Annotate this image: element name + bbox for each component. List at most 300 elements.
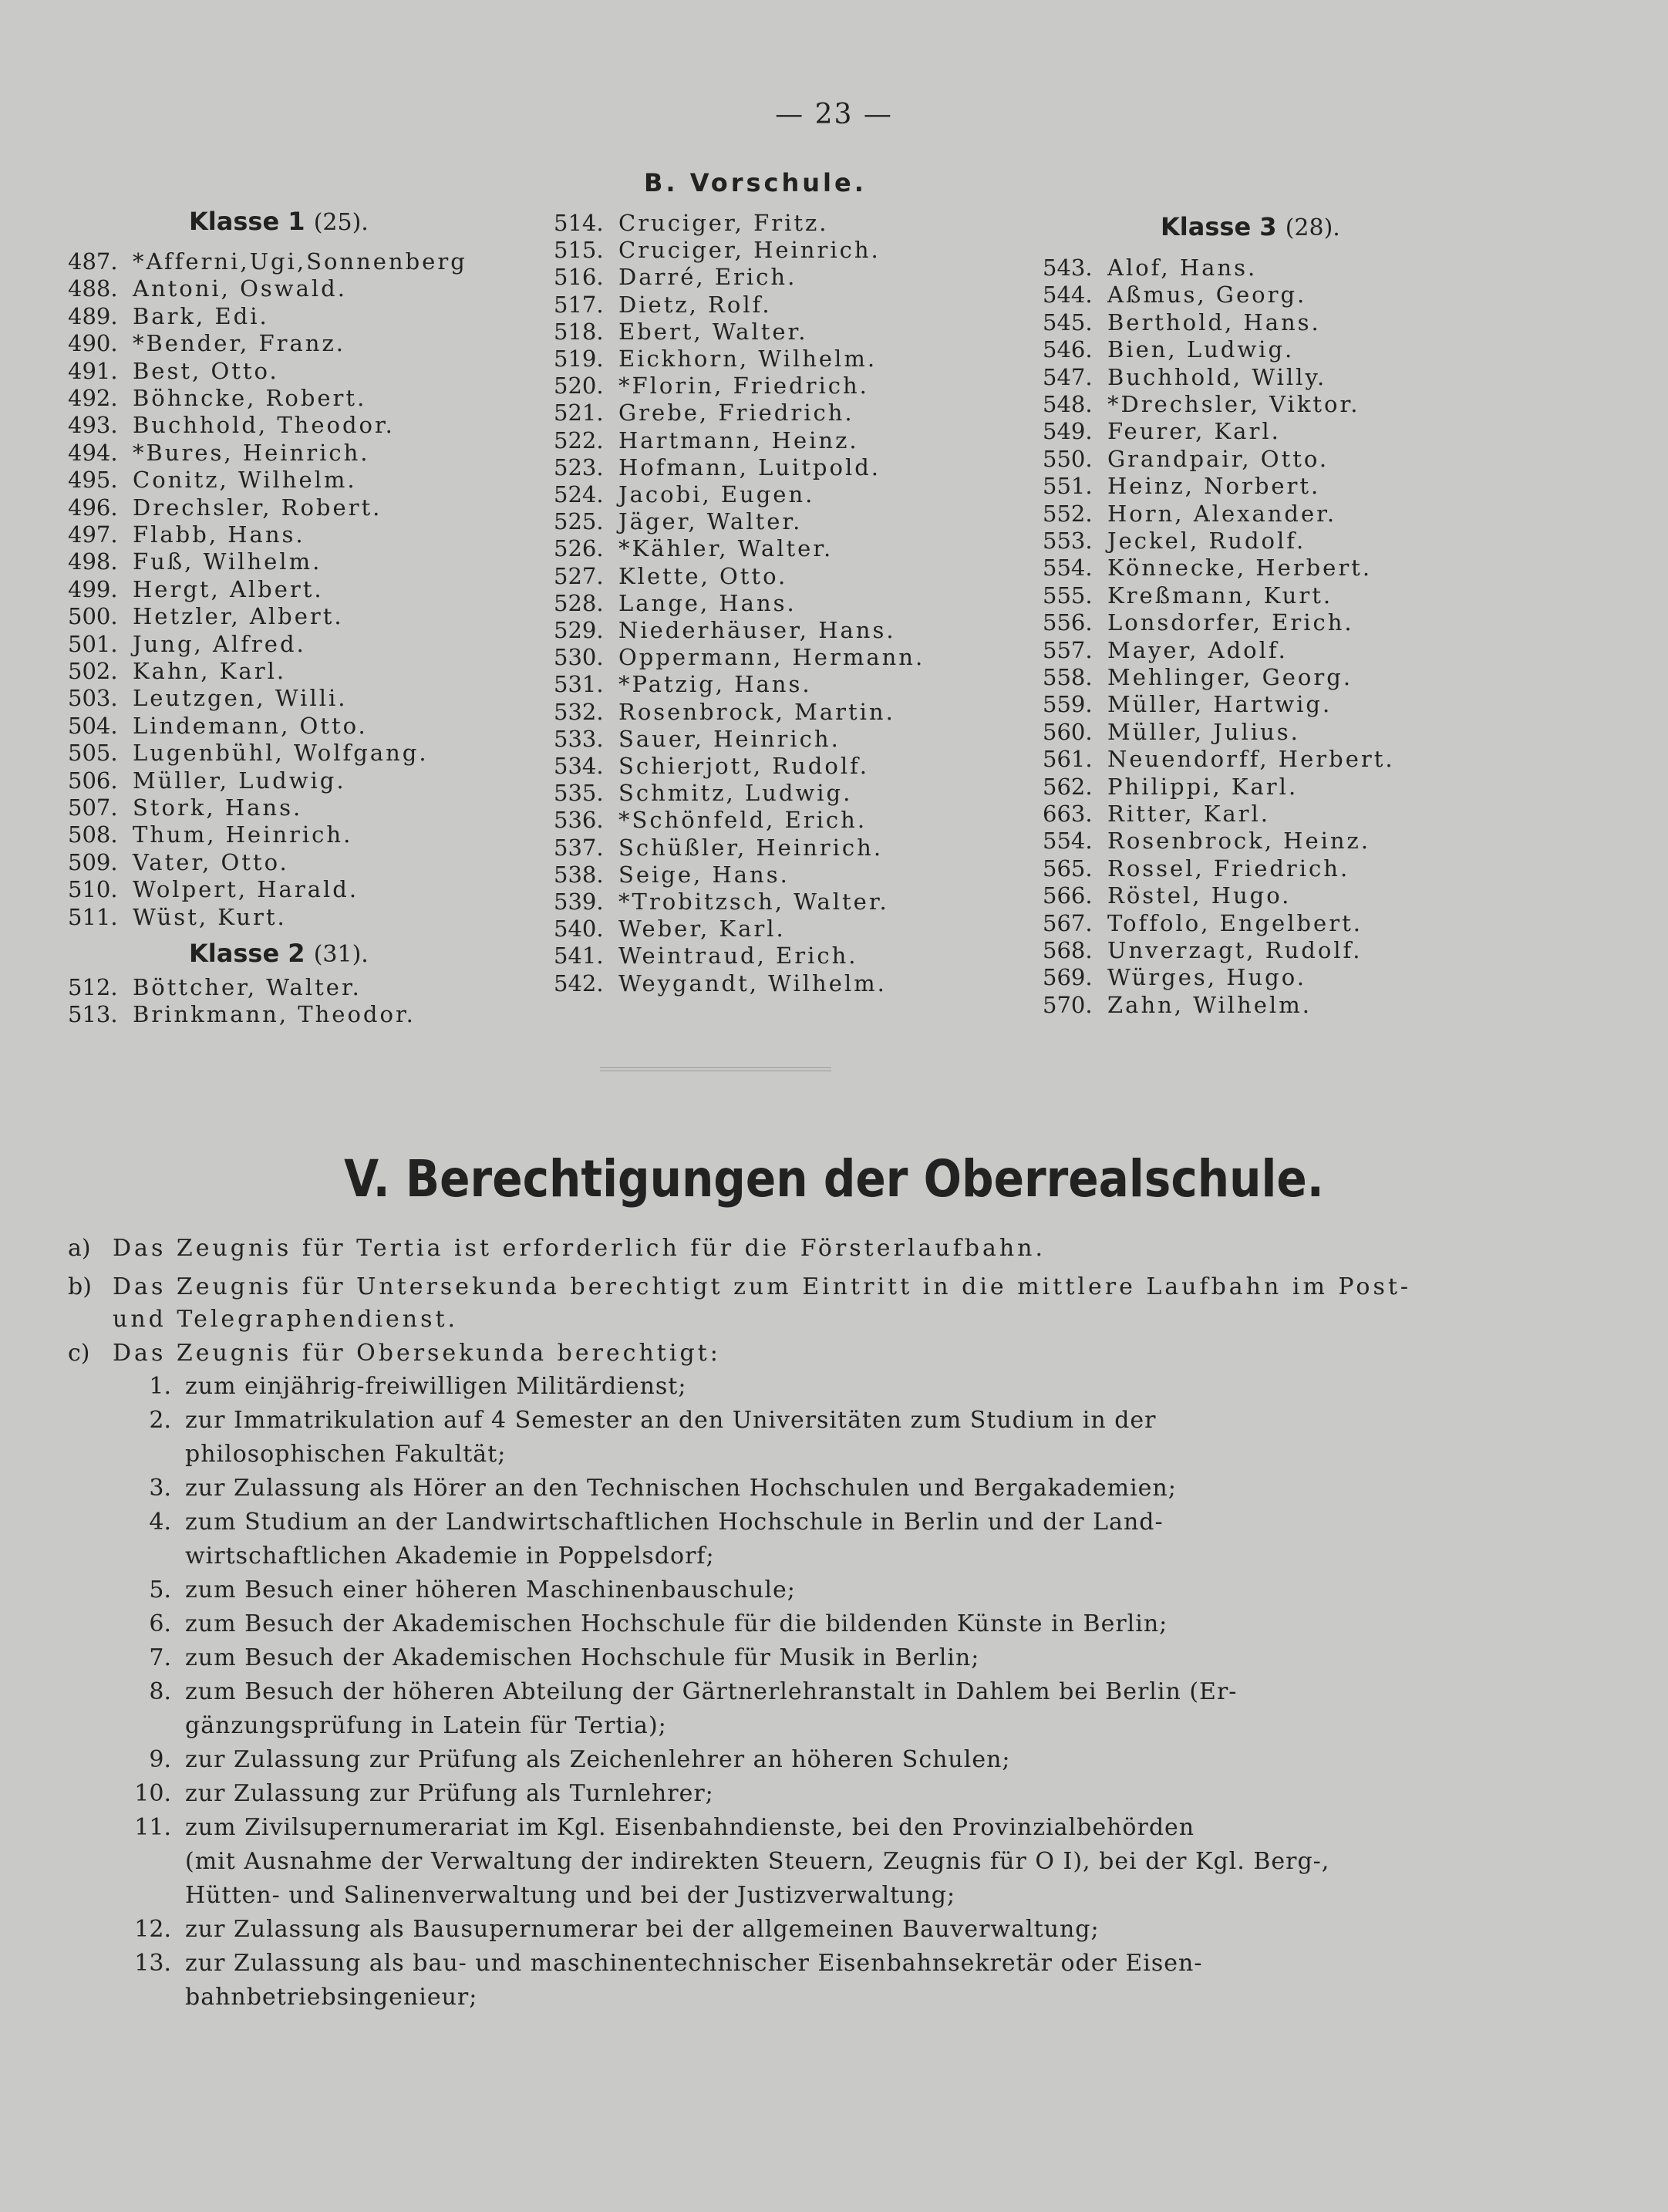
entry-number: 512. bbox=[68, 974, 118, 1000]
entry-number: 553. bbox=[1043, 528, 1093, 554]
entry-name: Mehlinger, Georg. bbox=[1107, 664, 1353, 690]
entry-number: 538. bbox=[554, 861, 604, 888]
item-line: wirtschaftlichen Akademie in Poppelsdorf; bbox=[185, 1543, 715, 1570]
item-number: 2. bbox=[149, 1407, 171, 1434]
entry-number: 537. bbox=[554, 834, 604, 861]
berechtigung-item bbox=[149, 1573, 1457, 1607]
entry-number: 501. bbox=[68, 630, 118, 657]
list-item bbox=[554, 264, 797, 291]
entry-name: Alof, Hans. bbox=[1107, 255, 1258, 281]
entry-number: 541. bbox=[554, 942, 604, 969]
section-divider bbox=[600, 1067, 831, 1071]
list-item bbox=[68, 904, 287, 931]
berechtigung-item bbox=[134, 1811, 1457, 1913]
entry-name: *Bender, Franz. bbox=[133, 330, 345, 357]
list-item bbox=[68, 740, 429, 767]
entry-number: 548. bbox=[1043, 391, 1093, 417]
list-item bbox=[554, 644, 925, 671]
entry-number: 489. bbox=[68, 302, 118, 329]
list-item bbox=[1043, 664, 1353, 691]
entry-number: 568. bbox=[1043, 937, 1093, 963]
list-item bbox=[554, 210, 829, 237]
berechtigung-item bbox=[149, 1607, 1457, 1641]
entry-name: Böttcher, Walter. bbox=[133, 974, 362, 1000]
list-item bbox=[68, 603, 344, 630]
list-item bbox=[68, 685, 348, 712]
list-item bbox=[68, 330, 345, 357]
list-item bbox=[68, 794, 302, 821]
item-line: zum Besuch der Akademischen Hochschule für die bildenden Künste in Berlin; bbox=[185, 1610, 1168, 1637]
list-item bbox=[1043, 391, 1360, 418]
entry-number: 513. bbox=[68, 1001, 118, 1028]
item-line: zum Besuch der Akademischen Hochschule für Musik in Berlin; bbox=[185, 1644, 980, 1671]
list-item bbox=[554, 617, 896, 644]
list-item bbox=[554, 481, 814, 508]
item-number: 8. bbox=[149, 1678, 171, 1705]
item-number: 9. bbox=[149, 1746, 171, 1773]
list-item bbox=[68, 576, 324, 603]
entry-name: Schierjott, Rudolf. bbox=[618, 753, 870, 779]
entry-number: 544. bbox=[1043, 282, 1093, 309]
entry-name: Müller, Hartwig. bbox=[1107, 691, 1333, 718]
entry-name: Hergt, Albert. bbox=[133, 575, 324, 602]
item-line: zur Zulassung als bau- und maschinentechnischer Eisenbahnsekretär oder Eisen- bbox=[185, 1950, 1203, 1977]
item-line: philosophischen Fakultät; bbox=[185, 1441, 507, 1468]
list-item bbox=[554, 237, 881, 264]
entry-number: 491. bbox=[68, 357, 118, 384]
item-line: zum Zivilsupernumerariat im Kgl. Eisenbahndienste, bei den Provinzialbehörden bbox=[185, 1814, 1195, 1841]
list-item bbox=[1043, 364, 1326, 391]
berechtigung-item bbox=[149, 1472, 1457, 1506]
entry-name: Wolpert, Harald. bbox=[133, 876, 359, 903]
item-line: Hütten- und Salinenverwaltung und bei der Justizverwaltung; bbox=[185, 1882, 956, 1909]
list-item bbox=[554, 319, 807, 346]
list-item bbox=[554, 292, 772, 319]
list-item bbox=[554, 807, 867, 834]
entry-name: Berthold, Hans. bbox=[1107, 309, 1321, 336]
list-item bbox=[554, 753, 869, 780]
entry-number: 507. bbox=[68, 794, 118, 821]
entry-name: Brinkmann, Theodor. bbox=[133, 1001, 416, 1028]
list-item bbox=[554, 535, 833, 562]
entry-name: Bark, Edi. bbox=[133, 302, 269, 329]
list-item bbox=[1043, 609, 1354, 636]
entry-name: Leutzgen, Willi. bbox=[133, 685, 348, 712]
item-line: zum einjährig-freiwilligen Militärdienst; bbox=[185, 1373, 687, 1400]
entry-name: Ebert, Walter. bbox=[618, 318, 808, 345]
list-item bbox=[1043, 282, 1306, 309]
paragraph-c-text: Das Zeugnis für Obersekunda berechtigt: bbox=[113, 1340, 721, 1367]
entry-name: Lonsdorfer, Erich. bbox=[1107, 609, 1354, 636]
list-item bbox=[68, 248, 467, 275]
list-item bbox=[1043, 910, 1363, 937]
entry-name: Cruciger, Fritz. bbox=[618, 210, 829, 236]
entry-name: *Kähler, Walter. bbox=[618, 535, 834, 562]
entry-name: *Florin, Friedrich. bbox=[618, 373, 869, 400]
entry-number: 495. bbox=[68, 467, 118, 494]
item-number: 4. bbox=[149, 1509, 171, 1536]
entry-name: Conitz, Wilhelm. bbox=[133, 467, 357, 494]
item-number: 3. bbox=[149, 1475, 171, 1502]
entry-name: Hetzler, Albert. bbox=[133, 603, 344, 630]
entry-name: Aßmus, Georg. bbox=[1107, 282, 1307, 309]
list-item bbox=[68, 821, 352, 848]
entry-name: Jeckel, Rudolf. bbox=[1107, 528, 1306, 554]
list-item bbox=[554, 508, 802, 535]
entry-name: Weber, Karl. bbox=[618, 915, 786, 942]
entry-number: 559. bbox=[1043, 691, 1093, 718]
list-item bbox=[68, 275, 347, 302]
entry-number: 543. bbox=[1043, 255, 1093, 281]
entry-number: 536. bbox=[554, 807, 604, 834]
entry-number: 487. bbox=[68, 248, 118, 275]
entry-number: 558. bbox=[1043, 664, 1093, 690]
entry-name: Lange, Hans. bbox=[618, 589, 797, 616]
entry-name: Wüst, Kurt. bbox=[133, 903, 287, 930]
item-line: zum Besuch der höheren Abteilung der Gärtnerlehranstalt in Dahlem bei Berlin (Er- bbox=[185, 1678, 1238, 1705]
entry-name: Feurer, Karl. bbox=[1107, 418, 1281, 445]
item-line: zur Immatrikulation auf 4 Semester an den Universitäten zum Studium in der bbox=[185, 1407, 1157, 1434]
paragraph-a-text: Das Zeugnis für Tertia ist erforderlich für die Försterlaufbahn. bbox=[113, 1235, 1046, 1262]
entry-number: 557. bbox=[1043, 636, 1093, 663]
entry-name: Oppermann, Hermann. bbox=[618, 644, 925, 671]
klasse1-header bbox=[189, 207, 369, 236]
list-item bbox=[1043, 774, 1298, 801]
entry-number: 566. bbox=[1043, 882, 1093, 909]
entry-number: 554. bbox=[1043, 555, 1093, 582]
entry-name: Flabb, Hans. bbox=[133, 521, 305, 548]
item-number: 6. bbox=[149, 1610, 171, 1637]
entry-name: Schüßler, Heinrich. bbox=[618, 834, 884, 861]
entry-name: Fuß, Wilhelm. bbox=[133, 548, 322, 575]
paragraph-b-label: b) bbox=[68, 1273, 92, 1300]
entry-name: Lindemann, Otto. bbox=[133, 712, 368, 739]
list-item bbox=[1043, 801, 1270, 828]
item-line: bahnbetriebsingenieur; bbox=[185, 1984, 478, 2011]
entry-number: 496. bbox=[68, 494, 118, 521]
list-item bbox=[68, 1001, 416, 1028]
list-item bbox=[1043, 555, 1372, 582]
entry-name: Jung, Alfred. bbox=[133, 630, 306, 657]
entry-number: 499. bbox=[68, 575, 118, 602]
list-item bbox=[68, 494, 382, 521]
list-item bbox=[68, 412, 395, 439]
item-number: 12. bbox=[134, 1916, 171, 1943]
entry-name: Lugenbühl, Wolfgang. bbox=[133, 740, 429, 767]
paragraph-b bbox=[68, 1270, 1411, 1304]
list-item bbox=[1043, 746, 1395, 773]
list-item bbox=[1043, 719, 1300, 746]
berechtigung-item bbox=[134, 1777, 1457, 1811]
section-title: V. Berechtigungen der Oberrealschule. bbox=[344, 1149, 1324, 1209]
entry-number: 556. bbox=[1043, 609, 1093, 636]
entry-name: Rosenbrock, Martin. bbox=[618, 698, 895, 725]
entry-number: 510. bbox=[68, 876, 118, 903]
list-item bbox=[1043, 528, 1306, 555]
entry-number: 552. bbox=[1043, 500, 1093, 527]
entry-name: Drechsler, Robert. bbox=[133, 494, 382, 521]
item-line: zur Zulassung zur Prüfung als Zeichenlehrer an höheren Schulen; bbox=[185, 1746, 1011, 1773]
list-item bbox=[1043, 473, 1320, 500]
entry-number: 562. bbox=[1043, 773, 1093, 800]
klasse3-header bbox=[1161, 212, 1340, 241]
entry-number: 511. bbox=[68, 903, 118, 930]
entry-number: 498. bbox=[68, 548, 118, 575]
entry-number: 492. bbox=[68, 385, 118, 411]
list-item bbox=[554, 889, 889, 915]
entry-number: 528. bbox=[554, 589, 604, 616]
entry-name: Zahn, Wilhelm. bbox=[1107, 991, 1312, 1018]
list-item bbox=[554, 346, 877, 373]
entry-name: Horn, Alexander. bbox=[1107, 500, 1337, 527]
entry-number: 504. bbox=[68, 712, 118, 739]
entry-number: 549. bbox=[1043, 418, 1093, 445]
entry-name: Würges, Hugo. bbox=[1107, 964, 1306, 991]
list-item bbox=[68, 521, 305, 548]
item-line: zur Zulassung als Hörer an den Technischen Hochschulen und Bergakademien; bbox=[185, 1475, 1177, 1502]
entry-number: 526. bbox=[554, 535, 604, 562]
list-item bbox=[1043, 992, 1312, 1019]
entry-name: Kreßmann, Kurt. bbox=[1107, 582, 1333, 609]
entry-name: Hofmann, Luitpold. bbox=[618, 454, 881, 481]
entry-number: 554. bbox=[1043, 828, 1093, 855]
list-item bbox=[1043, 501, 1336, 528]
klasse2-title: Klasse 2 bbox=[189, 939, 305, 968]
entry-number: 561. bbox=[1043, 746, 1093, 773]
entry-name: Röstel, Hugo. bbox=[1107, 882, 1292, 909]
entry-name: Buchhold, Theodor. bbox=[133, 412, 395, 439]
entry-name: Dietz, Rolf. bbox=[618, 291, 772, 318]
list-item bbox=[1043, 309, 1321, 336]
entry-name: Böhncke, Robert. bbox=[133, 385, 367, 411]
entry-name: *Afferni,Ugi,Sonnenberg bbox=[133, 248, 467, 275]
list-item bbox=[554, 671, 812, 698]
entry-number: 529. bbox=[554, 617, 604, 643]
entry-number: 502. bbox=[68, 658, 118, 684]
entry-number: 545. bbox=[1043, 309, 1093, 336]
klasse2-header bbox=[189, 939, 369, 968]
list-item bbox=[1043, 336, 1294, 363]
entry-name: Eickhorn, Wilhelm. bbox=[618, 346, 878, 372]
entry-name: Toffolo, Engelbert. bbox=[1107, 909, 1363, 936]
entry-name: Buchhold, Willy. bbox=[1107, 363, 1327, 390]
entry-name: Cruciger, Heinrich. bbox=[618, 237, 881, 264]
list-item bbox=[1043, 964, 1306, 991]
entry-number: 506. bbox=[68, 767, 118, 794]
entry-number: 546. bbox=[1043, 336, 1093, 363]
entry-name: Best, Otto. bbox=[133, 357, 279, 384]
list-item bbox=[554, 862, 790, 889]
entry-name: Niederhäuser, Hans. bbox=[618, 617, 896, 643]
entry-number: 523. bbox=[554, 454, 604, 481]
entry-number: 567. bbox=[1043, 909, 1093, 936]
entry-number: 521. bbox=[554, 400, 604, 427]
entry-number: 533. bbox=[554, 725, 604, 752]
entry-name: Rosenbrock, Heinz. bbox=[1107, 828, 1371, 855]
entry-number: 516. bbox=[554, 264, 604, 291]
list-item bbox=[1043, 882, 1291, 909]
list-item bbox=[554, 942, 858, 969]
entry-name: Hartmann, Heinz. bbox=[618, 427, 859, 454]
entry-number: 547. bbox=[1043, 363, 1093, 390]
entry-name: *Drechsler, Viktor. bbox=[1107, 391, 1360, 417]
list-item bbox=[68, 358, 279, 385]
entry-name: Kahn, Karl. bbox=[133, 658, 287, 684]
list-item bbox=[68, 767, 346, 794]
list-item bbox=[1043, 418, 1281, 445]
berechtigung-item bbox=[149, 1743, 1457, 1777]
entry-name: *Patzig, Hans. bbox=[618, 671, 812, 698]
list-item bbox=[554, 400, 854, 427]
paragraph-a bbox=[68, 1232, 1046, 1266]
berechtigung-item bbox=[149, 1404, 1457, 1472]
entry-number: 520. bbox=[554, 373, 604, 400]
entry-number: 535. bbox=[554, 780, 604, 807]
berechtigung-item bbox=[134, 1947, 1457, 2015]
paragraph-a-label: a) bbox=[68, 1235, 91, 1262]
entry-number: 542. bbox=[554, 969, 604, 996]
list-item bbox=[1043, 937, 1362, 964]
list-item bbox=[554, 915, 786, 942]
entry-number: 519. bbox=[554, 346, 604, 372]
entry-number: 532. bbox=[554, 698, 604, 725]
entry-name: Stork, Hans. bbox=[133, 794, 303, 821]
list-item bbox=[554, 835, 883, 862]
entry-name: *Trobitzsch, Walter. bbox=[618, 889, 889, 915]
list-item bbox=[554, 563, 787, 590]
klasse3-count: (28). bbox=[1285, 214, 1340, 241]
list-item bbox=[1043, 582, 1333, 609]
list-item bbox=[554, 454, 881, 481]
list-item bbox=[68, 849, 289, 876]
entry-name: Philippi, Karl. bbox=[1107, 773, 1299, 800]
entry-name: Bien, Ludwig. bbox=[1107, 336, 1295, 363]
entry-number: 518. bbox=[554, 318, 604, 345]
entry-number: 508. bbox=[68, 821, 118, 848]
list-item bbox=[68, 440, 370, 467]
entry-number: 534. bbox=[554, 753, 604, 779]
entry-name: Weygandt, Wilhelm. bbox=[618, 969, 887, 996]
list-item bbox=[68, 658, 286, 685]
entry-number: 524. bbox=[554, 481, 604, 507]
entry-name: Heinz, Norbert. bbox=[1107, 473, 1321, 500]
list-item bbox=[1043, 828, 1370, 855]
entry-name: Ritter, Karl. bbox=[1107, 801, 1271, 827]
entry-number: 531. bbox=[554, 671, 604, 698]
item-line: zur Zulassung als Bausupernumerar bei der allgemeinen Bauverwaltung; bbox=[185, 1916, 1100, 1943]
klasse3-title: Klasse 3 bbox=[1161, 212, 1277, 241]
paragraph-c-label: c) bbox=[68, 1340, 90, 1367]
item-number: 1. bbox=[149, 1373, 171, 1400]
entry-number: 550. bbox=[1043, 445, 1093, 472]
list-item bbox=[554, 699, 895, 726]
entry-name: Mayer, Adolf. bbox=[1107, 636, 1288, 663]
entry-number: 500. bbox=[68, 603, 118, 630]
entry-number: 540. bbox=[554, 915, 604, 942]
entry-number: 488. bbox=[68, 275, 118, 302]
item-line: gänzungsprüfung in Latein für Tertia); bbox=[185, 1712, 667, 1739]
item-number: 5. bbox=[149, 1576, 171, 1603]
list-item bbox=[554, 726, 841, 753]
list-item bbox=[1043, 855, 1350, 882]
entry-number: 503. bbox=[68, 685, 118, 712]
list-item bbox=[554, 373, 869, 400]
entry-name: Sauer, Heinrich. bbox=[618, 725, 841, 752]
item-line: (mit Ausnahme der Verwaltung der indirekten Steuern, Zeugnis für O I), bei der Kgl. Berg-, bbox=[185, 1848, 1330, 1875]
entry-number: 517. bbox=[554, 291, 604, 318]
entry-name: Grandpair, Otto. bbox=[1107, 445, 1329, 472]
list-item bbox=[68, 876, 359, 903]
entry-name: Rossel, Friedrich. bbox=[1107, 855, 1350, 882]
entry-number: 555. bbox=[1043, 582, 1093, 609]
entry-name: Vater, Otto. bbox=[133, 848, 289, 875]
page-number: — 23 — bbox=[775, 99, 893, 130]
berechtigung-item bbox=[149, 1506, 1457, 1573]
item-number: 13. bbox=[134, 1950, 171, 1977]
klasse1-count: (25). bbox=[313, 209, 369, 236]
entry-name: Jäger, Walter. bbox=[618, 508, 803, 535]
entry-name: Schmitz, Ludwig. bbox=[618, 780, 853, 807]
list-item bbox=[68, 385, 366, 412]
entry-name: Müller, Julius. bbox=[1107, 718, 1300, 745]
entry-number: 509. bbox=[68, 848, 118, 875]
entry-name: Darré, Erich. bbox=[618, 264, 797, 291]
paragraph-b-cont bbox=[113, 1303, 458, 1337]
entry-number: 539. bbox=[554, 889, 604, 915]
paragraph-b-line2: und Telegraphendienst. bbox=[113, 1306, 459, 1333]
item-number: 10. bbox=[134, 1780, 171, 1807]
entry-name: *Schönfeld, Erich. bbox=[618, 807, 868, 834]
list-item bbox=[1043, 255, 1257, 282]
entry-name: Neuendorff, Herbert. bbox=[1107, 746, 1395, 773]
entry-number: 565. bbox=[1043, 855, 1093, 882]
klasse2-count: (31). bbox=[313, 941, 369, 968]
list-item bbox=[1043, 637, 1288, 664]
entry-number: 514. bbox=[554, 210, 604, 236]
vorschule-header: B. Vorschule. bbox=[644, 168, 867, 197]
berechtigung-item bbox=[149, 1370, 1457, 1404]
entry-name: Unverzagt, Rudolf. bbox=[1107, 937, 1363, 963]
item-number: 7. bbox=[149, 1644, 171, 1671]
item-line: zur Zulassung zur Prüfung als Turnlehrer; bbox=[185, 1780, 714, 1807]
item-line: zum Studium an der Landwirtschaftlichen Hochschule in Berlin und der Land- bbox=[185, 1509, 1164, 1536]
paragraph-c bbox=[68, 1337, 721, 1371]
berechtigung-item bbox=[149, 1641, 1457, 1675]
entry-number: 663. bbox=[1043, 801, 1093, 827]
list-item bbox=[1043, 446, 1329, 473]
entry-number: 525. bbox=[554, 508, 604, 535]
klasse1-title: Klasse 1 bbox=[189, 207, 305, 236]
entry-name: Müller, Ludwig. bbox=[133, 767, 346, 794]
entry-number: 505. bbox=[68, 740, 118, 767]
list-item bbox=[68, 303, 269, 330]
entry-name: Thum, Heinrich. bbox=[133, 821, 353, 848]
list-item bbox=[1043, 691, 1332, 718]
list-item bbox=[554, 590, 797, 617]
entry-number: 570. bbox=[1043, 991, 1093, 1018]
paragraph-b-line1: Das Zeugnis für Untersekunda berechtigt zum Eintritt in die mittlere Laufbahn im Post- bbox=[113, 1273, 1412, 1300]
list-item bbox=[554, 427, 859, 454]
list-item bbox=[68, 631, 306, 658]
entry-name: Grebe, Friedrich. bbox=[618, 400, 854, 427]
entry-number: 490. bbox=[68, 330, 118, 357]
item-number: 11. bbox=[134, 1814, 171, 1841]
list-item bbox=[68, 548, 322, 575]
entry-number: 560. bbox=[1043, 718, 1093, 745]
entry-number: 522. bbox=[554, 427, 604, 454]
entry-number: 515. bbox=[554, 237, 604, 264]
entry-number: 493. bbox=[68, 412, 118, 439]
